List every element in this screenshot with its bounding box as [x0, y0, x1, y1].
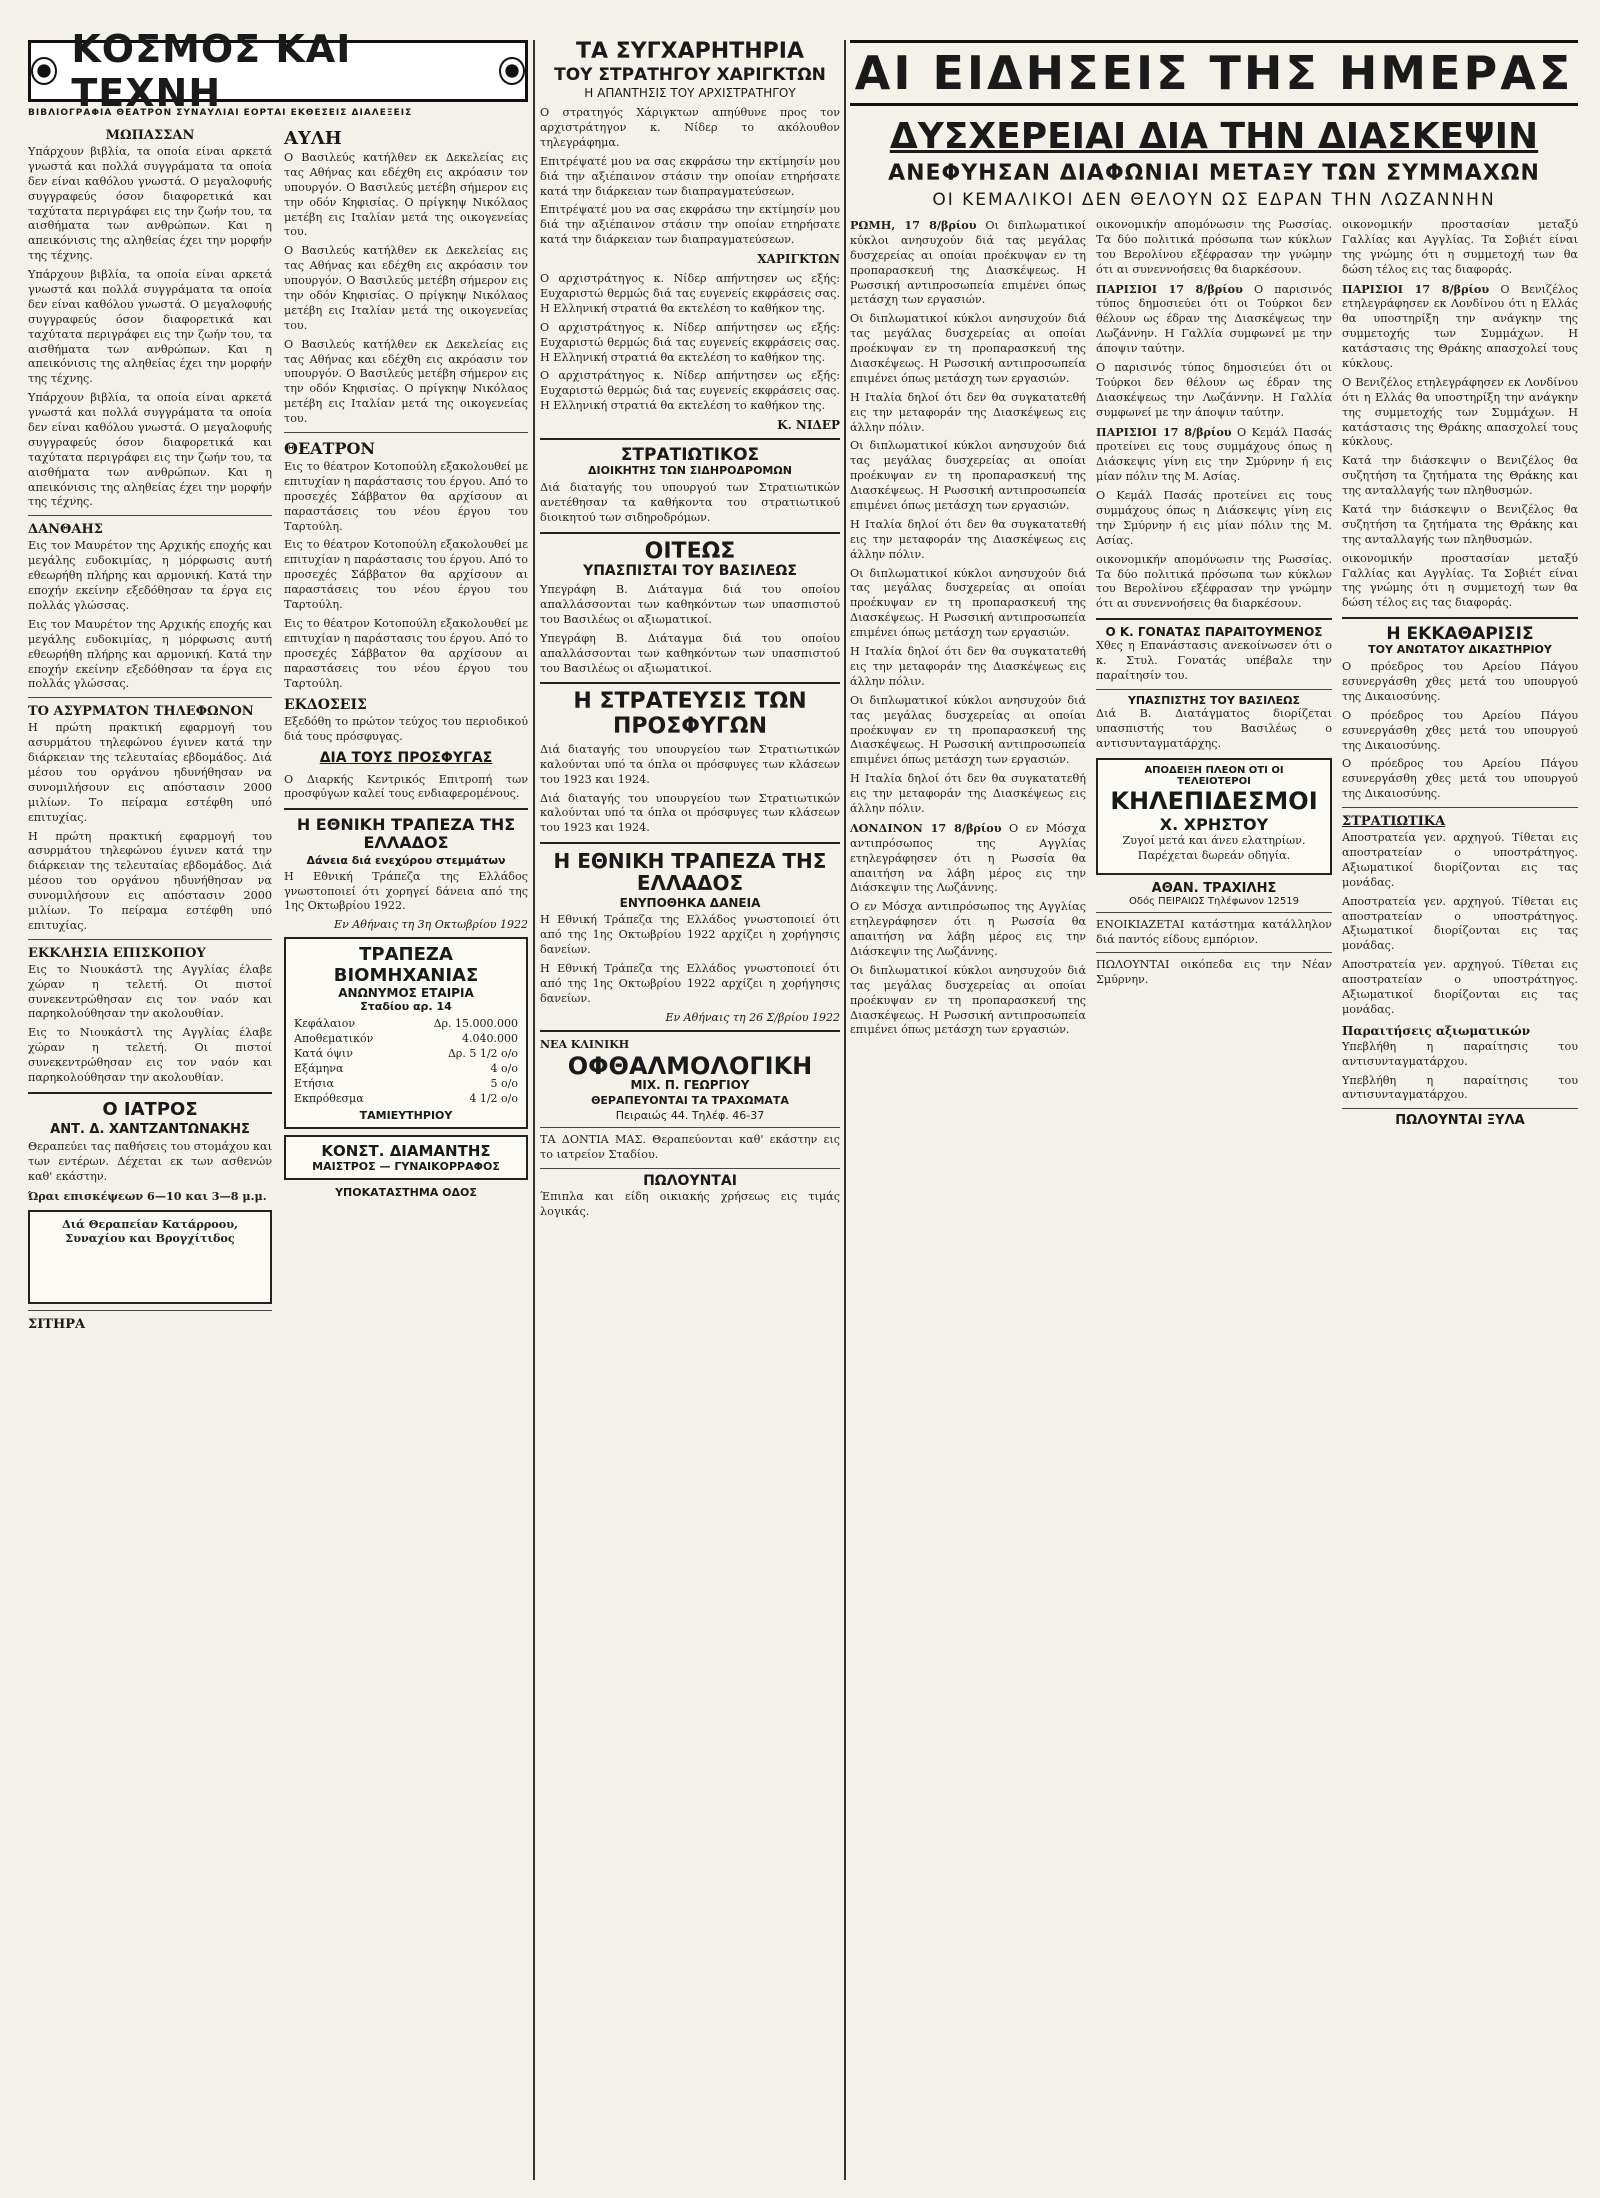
- news-text: Ο Κεμάλ Πασάς προτείνει εις τους συμμάχους όπως η Διάσκεψις γίνη εις την Σμύρνην ή εις μίαν πόλιν της Μ. Ασίας.: [1096, 489, 1332, 547]
- box-text: Διά Β. Διατάγματος διορίζεται υπασπιστής του Βασιλέως ο αντισυνταγματάρχης.: [1096, 707, 1332, 750]
- box-text: Χθες η Επανάστασις ανεκοίνωσεν ότι ο κ. Στυλ. Γονατάς υπέβαλε την παραίτησίν του.: [1096, 639, 1332, 683]
- news-text: οικονομικήν προστασίαν μεταξύ Γαλλίας και Αγγλίας. Τα Σοβιέτ είναι της γνώμης ότι η συμμετοχή των θα δώση τέλος εις τας διαφοράς.: [1342, 218, 1578, 276]
- main-news-section: [850, 40, 1578, 1129]
- article-title: ΑΥΛΗ: [284, 128, 342, 149]
- subcolumn-right: [284, 122, 528, 1334]
- ad-text: Θεραπεύει τας παθήσεις του στομάχου και των εντέρων. Δέχεται εκ των ασθενών καθ' εκάστην.: [28, 1139, 272, 1183]
- news-text: Ο πρόεδρος του Αρείου Πάγου εσυνεργάσθη χθες μετά του υπουργού της Δικαιοσύνης.: [1342, 708, 1578, 752]
- ad-title: ΑΘΑΝ. ΤΡΑΧΙΛΗΣ: [1151, 880, 1277, 896]
- news-text: Υπεβλήθη η παραίτησις του αντισυνταγματάρχου.: [1342, 1039, 1578, 1068]
- section-heading: Παραιτήσεις αξιωματικών: [1342, 1023, 1531, 1038]
- news-text: Οι διπλωματικοί κύκλοι ανησυχούν διά τας μεγάλας δυσχερείας αι οποίαι προέκυψαν εν τη προπαρασκευή της Διασκέψεως. Η Ρωσσική αντιπροσωπεία επιμένει όπως μετάσχη των εργασιών.: [850, 963, 1086, 1037]
- headline-sub: ΔΙΟΙΚΗΤΗΣ ΤΩΝ ΣΙΔΗΡΟΔΡΟΜΩΝ: [588, 463, 792, 477]
- news-text: Ο Κεμάλ Πασάς προτείνει εις τους συμμάχους όπως η Διάσκεψις γίνη εις την Σμύρνην ή εις μίαν πόλιν της Μ. Ασίας.: [1096, 425, 1332, 484]
- rate-value: Δρ. 15.000.000: [433, 1017, 518, 1031]
- article-text: Υπεγράφη Β. Διάταγμα διά του οποίου απαλλάσσονται των καθηκόντων των υπασπιστού του Βασιλέως οι αξιωματικοί.: [540, 583, 840, 626]
- article-text: Διά διαταγής του υπουργείου των Στρατιωτικών καλούνται υπό τα όπλα οι πρόσφυγες των κλάσεων του 1923 και 1924.: [540, 791, 840, 835]
- news-text: Οι διπλωματικοί κύκλοι ανησυχούν διά τας μεγάλας δυσχερείας αι οποίαι προέκυψαν εν τη προπαρασκευή της Διασκέψεως. Η Ρωσσική αντιπροσωπεία επιμένει όπως μετάσχη των εργασιών.: [850, 219, 1086, 307]
- news-text: Οι διπλωματικοί κύκλοι ανησυχούν διά τας μεγάλας δυσχερείας αι οποίαι προέκυψαν εν τη προπαρασκευή της Διασκέψεως. Η Ρωσσική αντιπροσωπεία επιμένει όπως μετάσχη των εργασιών.: [850, 439, 1086, 513]
- news-text: Ο εν Μόσχα αντιπρόσωπος της Αγγλίας ετηλεγράφησεν ότι η Ρωσσία θα απαιτήση να λάβη μέρος εις την Διάσκεψιν της Λωζάννης.: [850, 900, 1086, 958]
- left-section: [28, 27, 528, 1334]
- rate-label: Ετήσια: [294, 1076, 334, 1090]
- main-subheadline: ΑΝΕΦΥΗΣΑΝ ΔΙΑΦΩΝΙΑΙ ΜΕΤΑΞΥ ΤΩΝ ΣΥΜΜΑΧΩΝ: [888, 161, 1540, 186]
- bank-title: Η ΕΘΝΙΚΗ ΤΡΑΠΕΖΑ ΤΗΣ ΕΛΛΑΔΟΣ: [296, 815, 516, 852]
- truss-ad: [1096, 758, 1332, 875]
- rate-label: Αποθεματικόν: [294, 1032, 374, 1046]
- news-text: Υπεβλήθη η παραίτησις του αντισυνταγματάρχου.: [1342, 1073, 1578, 1102]
- news-column-2: [1096, 218, 1332, 1129]
- column-divider: [533, 40, 535, 2180]
- article-title: ΔΙΑ ΤΟΥΣ ΠΡΟΣΦΥΓΑΣ: [319, 750, 493, 767]
- news-text: οικονομικήν απομόνωσιν της Ρωσσίας. Τα δύο πολιτικά πρόσωπα των κύκλων του Βερολίνου εξέφρασαν την γνώμην ότι αι συνεννοήσεις θα διαρκέσουν.: [1096, 218, 1332, 276]
- rate-label: Εξάμηνα: [294, 1061, 344, 1075]
- clinic-doctor: ΜΙΧ. Π. ΓΕΩΡΓΙΟΥ: [630, 1078, 750, 1093]
- article-title: ΤΟ ΑΣΥΡΜΑΤΟΝ ΤΗΛΕΦΩΝΟΝ: [28, 704, 254, 720]
- dateline: ΠΑΡΙΣΙΟΙ 17 8/βρίου: [1096, 424, 1232, 439]
- article-text: Εις το θέατρον Κοτοπούλη εξακολουθεί με επιτυχίαν η παράστασις του έργου. Από το προσεχές Σάββατον θα αρχίσουν αι παραστάσεις του νέου έργου του Ταρτούλη.: [284, 538, 528, 612]
- headline: ΤΑ ΣΥΓΧΑΡΗΤΗΡΙΑ: [576, 39, 804, 64]
- rate-row: [294, 1062, 518, 1077]
- article-title: ΘΕΑΤΡΟΝ: [284, 439, 376, 459]
- ad-footer: ΥΠΟΚΑΤΑΣΤΗΜΑ ΟΔΟΣ: [335, 1186, 477, 1200]
- ad-text: ΤΑ ΔΟΝΤΙΑ ΜΑΣ. Θεραπεύονται καθ' εκάστην εις το ιατρείον Σταδίου.: [540, 1133, 840, 1162]
- clinic-title: ΟΦΘΑΛΜΟΛΟΓΙΚΗ: [567, 1051, 813, 1080]
- article-text: Εις τον Μαυρέτον της Αρχικής εποχής και μεγάλης ευδοκιμίας, η μόρφωσις αυτή εθεωρήθη πλήρης και αρμονική. Κατά την εποχήν εκείνην εξεδόθησαν τα έργα εις πολλάς γλώσσας.: [28, 617, 272, 691]
- article-text: Ο Διαρκής Κεντρικός Επιτροπή των προσφύγων καλεί τους ενδιαφερομένους.: [284, 772, 528, 801]
- article-text: Επιτρέψατέ μου να σας εκφράσω την εκτίμησίν μου διά την αξιέπαινον στάσιν την οποίαν ετηρήσατε κατά την διάρκειαν των διαπραγματεύσεων.: [540, 203, 840, 247]
- rate-value: 4 ο/ο: [490, 1061, 518, 1075]
- article-text: Ο αρχιστράτηγος κ. Νίδερ απήντησεν ως εξής: Ευχαριστώ θερμώς διά τας ευγενείς εκφράσεις σας. Η Ελληνική στρατιά θα εκτελέση το καθήκον της.: [540, 320, 840, 364]
- rates-table: [294, 1017, 518, 1106]
- bank-subtitle: Δάνεια διά ενεχύρου στεμμάτων: [306, 853, 506, 867]
- headline-line2: ΤΟΥ ΣΤΡΑΤΗΓΟΥ ΧΑΡΙΓΚΤΩΝ: [554, 65, 826, 86]
- article-title: ΔΑΝΘΑΗΣ: [28, 522, 103, 538]
- ad-title: ΠΩΛΟΥΝΤΑΙ: [643, 1173, 737, 1190]
- section-heading: Η ΕΚΚΑΘΑΡΙΣΙΣ: [1386, 624, 1534, 645]
- rate-value: 4.040.000: [462, 1032, 518, 1046]
- rate-value: 5 ο/ο: [490, 1076, 518, 1090]
- news-text: Κατά την διάσκεψιν ο Βενιζέλος θα συζητήση τα ζητήματα της Θράκης και της ανταλλαγής των πληθυσμών.: [1342, 503, 1578, 546]
- article-text: Εις το Νιουκάστλ της Αγγλίας έλαβε χώραν η τελετή. Οι πιστοί συνεκεντρώθησαν εις τον ναόν και παρηκολούθησαν την ακολουθίαν.: [28, 962, 272, 1021]
- dateline: ΠΑΡΙΣΙΟΙ 17 8/βρίου: [1096, 281, 1243, 296]
- ad-name: ΑΝΤ. Δ. ΧΑΝΤΖΑΝΤΩΝΑΚΗΣ: [50, 1121, 250, 1137]
- article-text: Υπάρχουν βιβλία, τα οποία είναι αρκετά γνωστά και πολλά συγγράματα τα οποία δεν είναι καθόλου γνωστά. Ο μεγαλοφυής συγγραφεύς όσον διαφορετικά και ταχύτατα περιγράφει εις την ζωήν του, τα αισθήματα των ανθρώπων. Και η απεικόνισις της αληθείας έχει την μορφήν της τέχνης.: [28, 268, 272, 386]
- article-text: Εις τον Μαυρέτον της Αρχικής εποχής και μεγάλης ευδοκιμίας, η μόρφωσις αυτή εθεωρήθη πλήρης και αρμονική. Κατά την εποχήν εκείνην εξεδόθησαν τα έργα εις πολλάς γλώσσας.: [28, 539, 272, 612]
- bank-date: Εν Αθήναις τη 26 Σ/βρίου 1922: [665, 1010, 840, 1024]
- news-text: Οι διπλωματικοί κύκλοι ανησυχούν διά τας μεγάλας δυσχερείας αι οποίαι προέκυψαν εν τη προπαρασκευή της Διασκέψεως. Η Ρωσσική αντιπροσωπεία επιμένει όπως μετάσχη των εργασιών.: [850, 566, 1086, 640]
- news-text: Ο εν Μόσχα αντιπρόσωπος της Αγγλίας ετηλεγράφησεν ότι η Ρωσσία θα απαιτήση να λάβη μέρος εις την Διάσκεψιν της Λωζάννης.: [850, 821, 1087, 895]
- news-text: Η Ιταλία δηλοί ότι δεν θα συγκατατεθή εις την μεταφοράν της Διασκέψεως εις άλλην πόλιν.: [850, 645, 1086, 688]
- article-text: Εις το θέατρον Κοτοπούλη εξακολουθεί με επιτυχίαν η παράστασις του έργου. Από το προσεχές Σάββατον θα αρχίσουν αι παραστάσεις του νέου έργου του Ταρτούλη.: [284, 460, 528, 533]
- signature: ΧΑΡΙΓΚΤΩΝ: [757, 252, 840, 267]
- news-text: Η Ιταλία δηλοί ότι δεν θα συγκατατεθή εις την μεταφοράν της Διασκέψεως εις άλλην πόλιν.: [850, 772, 1086, 815]
- bank-text: Η Εθνική Τράπεζα της Ελλάδος γνωστοποιεί ότι από της 1ης Οκτωβρίου 1922 αρχίζει η χορήγησις δανείων.: [540, 962, 840, 1005]
- ad-text: Διά Θεραπείαν Κατάρροου, Συναχίου και Βρογχίτιδος: [62, 1216, 238, 1246]
- article-text: Διά διαταγής του υπουργού των Στρατιωτικών ανετέθησαν τα καθήκοντα του στρατιωτικού διοικητού των σιδηροδρόμων.: [540, 480, 840, 524]
- article-text: Η πρώτη πρακτική εφαρμογή του ασυρμάτου τηλεφώνου έγινεν κατά την διάρκειαν της τελευταίας εβδομάδος. Διά μέσου του οργάνου ηδυνήθησαν να συνομιλήσουν εις απόστασιν 2000 μιλίων. Το πείραμα εστέφθη υπό επιτυχίας.: [28, 721, 272, 824]
- ad-title: ΚΟΝΣΤ. ΔΙΑΜΑΝΤΗΣ: [321, 1142, 491, 1161]
- article-text: Ο αρχιστράτηγος κ. Νίδερ απήντησεν ως εξής: Ευχαριστώ θερμώς διά τας ευγενείς εκφράσεις σας. Η Ελληνική στρατιά θα εκτελέση το καθήκον της.: [540, 369, 840, 413]
- news-text: Αποστρατεία γεν. αρχηγού. Τίθεται εις αποστρατείαν ο υποστράτηγος. Αξιωματικοί διορίζονται εις τας μονάδας.: [1342, 894, 1578, 953]
- article-text: Επιτρέψατέ μου να σας εκφράσω την εκτίμησίν μου διά την αξιέπαινον στάσιν την οποίαν ετηρήσατε κατά την διάρκειαν των διαπραγματεύσεων.: [540, 154, 840, 198]
- news-column-3: [1342, 218, 1578, 1129]
- news-column-1: [850, 218, 1086, 1129]
- ad-text: Οδός ΠΕΙΡΑΙΩΣ Τηλέφωνον 12519: [1129, 895, 1299, 907]
- headline: ΟΙΤΕΩΣ: [644, 538, 736, 564]
- rate-row: [294, 1032, 518, 1047]
- ad-text: Ζυγοί μετά και άνευ ελατηρίων. Παρέχεται δωρεάν οδηγία.: [1122, 833, 1306, 862]
- article-text: Διά διαταγής του υπουργείου των Στρατιωτικών καλούνται υπό τα όπλα οι πρόσφυγες των κλάσεων του 1923 και 1924.: [540, 742, 840, 786]
- dateline: ΛΟΝΔΙΝΟΝ 17 8/βρίου: [850, 820, 1002, 835]
- article-title: ΜΩΠΑΣΣΑΝ: [105, 128, 195, 143]
- newspaper-page: [28, 27, 1579, 2180]
- rate-label: Κεφάλαιον: [294, 1017, 356, 1031]
- news-text: Αποστρατεία γεν. αρχηγού. Τίθεται εις αποστρατείαν ο υποστράτηγος. Αξιωματικοί διορίζονται εις τας μονάδας.: [1342, 831, 1578, 889]
- news-text: Ο παρισινός τύπος δημοσιεύει ότι οι Τούρκοι δεν θέλουν ως έδραν της Διασκέψεως την Λωζάννην. Η Γαλλία συμφωνεί με την άποψιν ταύτην.: [1096, 361, 1332, 419]
- bank-text: Η Εθνική Τράπεζα της Ελλάδος γνωστοποιεί ότι από της 1ης Οκτωβρίου 1922 αρχίζει η χορήγησις δανείων.: [540, 913, 840, 957]
- ad-title: ΚΗΛΕΠΙΔΕΣΜΟΙ: [1110, 786, 1318, 815]
- main-subheadline-2: ΟΙ ΚΕΜΑΛΙΚΟΙ ΔΕΝ ΘΕΛΟΥΝ ΩΣ ΕΔΡΑΝ ΤΗΝ ΛΩΖΑΝΝΗΝ: [932, 190, 1496, 210]
- rate-value: Δρ. 5 1/2 ο/ο: [447, 1046, 518, 1060]
- news-text: Αποστρατεία γεν. αρχηγού. Τίθεται εις αποστρατείαν ο υποστράτηγος. Αξιωματικοί διορίζονται εις τας μονάδας.: [1342, 958, 1578, 1016]
- news-text: οικονομικήν απομόνωσιν της Ρωσσίας. Τα δύο πολιτικά πρόσωπα των κύκλων του Βερολίνου εξέφρασαν την γνώμην ότι αι συνεννοήσεις θα διαρκέσουν.: [1096, 552, 1332, 611]
- ad-hours: Ώραι επισκέψεων 6—10 και 3—8 μ.μ.: [28, 1188, 267, 1203]
- ad-footer: ΤΑΜΙΕΥΤΗΡΙΟΥ: [359, 1109, 453, 1123]
- industry-bank-ad: [284, 937, 528, 1129]
- clinic-subtitle: ΘΕΡΑΠΕΥΟΝΤΑΙ ΤΑ ΤΡΑΧΩΜΑΤΑ: [591, 1094, 789, 1108]
- article-title: ΕΚΔΟΣΕΙΣ: [284, 697, 367, 714]
- news-text: Οι διπλωματικοί κύκλοι ανησυχούν διά τας μεγάλας δυσχερείας αι οποίαι προέκυψαν εν τη προπαρασκευή της Διασκέψεως. Η Ρωσσική αντιπροσωπεία επιμένει όπως μετάσχη των εργασιών.: [850, 693, 1086, 767]
- bank-date: Εν Αθήναις τη 3η Οκτωβρίου 1922: [334, 918, 528, 932]
- main-headline: ΔΥΣΧΕΡΕΙΑΙ ΔΙΑ ΤΗΝ ΔΙΑΣΚΕΨΙΝ: [889, 116, 1539, 157]
- rate-row: [294, 1047, 518, 1062]
- dateline: ΠΑΡΙΣΙΟΙ 17 8/βρίου: [1342, 281, 1490, 296]
- headline-sub: ΥΠΑΣΠΙΣΤΑΙ ΤΟΥ ΒΑΣΙΛΕΩΣ: [583, 562, 797, 579]
- dateline: ΡΩΜΗ, 17 8/βρίου: [850, 218, 977, 232]
- article-text: Η πρώτη πρακτική εφαρμογή του ασυρμάτου τηλεφώνου έγινεν κατά την διάρκειαν της τελευταίας εβδομάδος. Διά μέσου του οργάνου ηδυνήθησαν να συνομιλήσουν εις απόστασιν 2000 μιλίων. Το πείραμα εστέφθη υπό επιτυχίας.: [28, 829, 272, 932]
- news-text: Η Ιταλία δηλοί ότι δεν θα συγκατατεθή εις την μεταφοράν της Διασκέψεως εις άλλην πόλιν.: [850, 390, 1086, 434]
- ad-text: Έπιπλα και είδη οικιακής χρήσεως εις τιμάς λογικάς.: [540, 1189, 840, 1218]
- article-text: Εις το Νιουκάστλ της Αγγλίας έλαβε χώραν η τελετή. Οι πιστοί συνεκεντρώθησαν εις τον ναόν και παρηκολούθησαν την ακολουθίαν.: [28, 1026, 272, 1084]
- box-heading: Ο Κ. ΓΟΝΑΤΑΣ ΠΑΡΑΙΤΟΥΜΕΝΟΣ: [1105, 625, 1323, 640]
- ad-address: Σταδίου αρ. 14: [360, 1000, 452, 1014]
- section-subheading: ΤΟΥ ΑΝΩΤΑΤΟΥ ΔΙΚΑΣΤΗΡΙΟΥ: [1368, 642, 1552, 656]
- news-text: Η Ιταλία δηλοί ότι δεν θα συγκατατεθή εις την μεταφοράν της Διασκέψεως εις άλλην πόλιν.: [850, 517, 1086, 561]
- rate-label: Κατά όψιν: [294, 1046, 353, 1060]
- news-text: Ο Βενιζέλος ετηλεγράφησεν εκ Λονδίνου ότι η Ελλάς θα υποστηρίξη την ανάγκην της συμμετοχής των Συμμάχων. Η κατάστασις της Θράκης απασχολεί τους κύκλους.: [1342, 375, 1578, 449]
- article-text: Υπάρχουν βιβλία, τα οποία είναι αρκετά γνωστά και πολλά συγγράματα τα οποία δεν είναι καθόλου γνωστά. Ο μεγαλοφυής συγγραφεύς όσον διαφορετικά και ταχύτατα περιγράφει εις την ζωήν του, τα αισθήματα των ανθρώπων. Και η απεικόνισις της αληθείας έχει την μορφήν της τέχνης.: [28, 145, 272, 263]
- article-text: Υπάρχουν βιβλία, τα οποία είναι αρκετά γνωστά και πολλά συγγράματα τα οποία δεν είναι καθόλου γνωστά. Ο μεγαλοφυής συγγραφεύς όσον διαφορετικά και ταχύτατα περιγράφει εις την ζωήν του, τα αισθήματα των ανθρώπων. Και η απεικόνισις της αληθείας έχει την μορφήν της τέχνης.: [28, 391, 272, 509]
- news-text: Οι διπλωματικοί κύκλοι ανησυχούν διά τας μεγάλας δυσχερείας αι οποίαι προέκυψαν εν τη προπαρασκευή της Διασκέψεως. Η Ρωσσική αντιπροσωπεία επιμένει όπως μετάσχη των εργασιών.: [850, 312, 1086, 385]
- rate-label: Εκπρόθεσμα: [294, 1091, 364, 1105]
- news-text: Κατά την διάσκεψιν ο Βενιζέλος θα συζητήση τα ζητήματα της Θράκης και της ανταλλαγής των πληθυσμών.: [1342, 454, 1578, 498]
- bank-title: Η ΕΘΝΙΚΗ ΤΡΑΠΕΖΑ ΤΗΣ ΕΛΛΑΔΟΣ: [553, 849, 827, 896]
- article-text: Ο Βασιλεύς κατήλθεν εκ Δεκελείας εις τας Αθήνας και εδέχθη εις ακρόασιν τον υπουργόν. Ο Βασιλεύς μετέβη σήμερον εις την οδόν Κηφισίας. Ο πρίγκηψ Νικόλαος μετέβη εις Ιταλίαν μετά της οικογενείας του.: [284, 337, 528, 426]
- dressmaker-ad: [284, 1135, 528, 1180]
- section-rubric: ΒΙΒΛΙΟΓΡΑΦΙΑ ΘΕΑΤΡΟΝ ΣΥΝΑΥΛΙΑΙ ΕΟΡΤΑΙ ΕΚΘΕΣΕΙΣ ΔΙΑΛΕΞΕΙΣ: [28, 108, 413, 118]
- article-text: Εξεδόθη το πρώτον τεύχος του περιοδικού διά τους πρόσφυγας.: [284, 715, 528, 744]
- bank-text: Η Εθνική Τράπεζα της Ελλάδος γνωστοποιεί ότι χορηγεί δάνεια από της 1ης Οκτωβρίου 1922.: [284, 869, 528, 913]
- news-text: Ο παρισινός τύπος δημοσιεύει ότι οι Τούρκοι δεν θέλουν ως έδραν της Διασκέψεως την Λωζάννην. Η Γαλλία συμφωνεί με την άποψιν ταύτην.: [1096, 282, 1332, 356]
- main-masthead: ΑΙ ΕΙΔΗΣΕΙΣ ΤΗΣ ΗΜΕΡΑΣ: [850, 40, 1578, 106]
- section-heading: ΣΤΡΑΤΙΩΤΙΚΑ: [1342, 814, 1446, 830]
- bottom-ad-title: ΠΩΛΟΥΝΤΑΙ ΞΥΛΑ: [1395, 1113, 1525, 1129]
- rate-value: 4 1/2 ο/ο: [469, 1091, 518, 1105]
- ad-subtitle: ΜΑΙΣΤΡΟΣ — ΓΥΝΑΙΚΟΡΡΑΦΟΣ: [312, 1160, 500, 1174]
- signature: Κ. ΝΙΔΕΡ: [777, 418, 840, 433]
- masthead-title: ΚΟΣΜΟΣ ΚΑΙ ΤΕΧΝΗ: [71, 27, 352, 115]
- news-text: Ο πρόεδρος του Αρείου Πάγου εσυνεργάσθη χθες μετά του υπουργού της Δικαιοσύνης.: [1342, 757, 1578, 801]
- ornament-icon: [499, 57, 525, 85]
- subcolumn-left: [28, 122, 272, 1334]
- news-text: Ο πρόεδρος του Αρείου Πάγου εσυνεργάσθη χθες μετά του υπουργού της Δικαιοσύνης.: [1342, 660, 1578, 703]
- clinic-address: Πειραιώς 44. Τηλέφ. 46-37: [615, 1109, 765, 1123]
- ornament-icon: [31, 57, 57, 85]
- news-text: οικονομικήν προστασίαν μεταξύ Γαλλίας και Αγγλίας. Τα Σοβιέτ είναι της γνώμης ότι η συμμετοχή των θα δώση τέλος εις τας διαφοράς.: [1342, 551, 1578, 610]
- ad-name: Χ. ΧΡΗΣΤΟΥ: [1159, 814, 1269, 834]
- bank-subtitle: ΕΝΥΠΟΘΗΚΑ ΔΑΝΕΙΑ: [619, 896, 761, 911]
- middle-section: [540, 40, 840, 1223]
- ad-text: ΠΩΛΟΥΝΤΑΙ οικόπεδα εις την Νέαν Σμύρνην.: [1096, 958, 1332, 987]
- ad-text: ΕΝΟΙΚΙΑΖΕΤΑΙ κατάστημα κατάλληλον διά παντός είδους εμπόριον.: [1096, 917, 1332, 946]
- article-title: ΕΚΚΛΗΣΙΑ ΕΠΙΣΚΟΠΟΥ: [28, 945, 206, 961]
- article-text: Ο αρχιστράτηγος κ. Νίδερ απήντησεν ως εξής: Ευχαριστώ θερμώς διά τας ευγενείς εκφράσεις σας. Η Ελληνική στρατιά θα εκτελέση το καθήκον της.: [540, 272, 840, 315]
- rate-row: [294, 1077, 518, 1092]
- rate-row: [294, 1017, 518, 1032]
- bottom-ad-box: [28, 1210, 272, 1304]
- headline: Η ΣΤΡΑΤΕΥΣΙΣ ΤΩΝ ΠΡΟΣΦΥΓΩΝ: [573, 689, 807, 739]
- article-text: Εις το θέατρον Κοτοπούλη εξακολουθεί με επιτυχίαν η παράστασις του έργου. Από το προσεχές Σάββατον θα αρχίσουν αι παραστάσεις του νέου έργου του Ταρτούλη.: [284, 616, 528, 690]
- ad-subtitle: ΑΝΩΝΥΜΟΣ ΕΤΑΙΡΙΑ: [338, 986, 474, 1001]
- article-text: Υπεγράφη Β. Διάταγμα διά του οποίου απαλλάσσονται των καθηκόντων των υπασπιστού του Βασιλέως οι αξιωματικοί.: [540, 631, 840, 675]
- ad-pretitle: ΑΠΟΔΕΙΞΗ ΠΛΕΟΝ ΟΤΙ ΟΙ ΤΕΛΕΙΟΤΕΡΟΙ: [1144, 764, 1284, 787]
- rate-row: [294, 1092, 518, 1107]
- ad-title: ΤΡΑΠΕΖΑ ΒΙΟΜΗΧΑΝΙΑΣ: [333, 944, 479, 987]
- bottom-line: ΣΙΤΗΡΑ: [28, 1316, 86, 1332]
- article-text: Ο στρατηγός Χάριγκτων απηύθυνε προς τον αρχιστράτηγον κ. Νίδερ το ακόλουθον τηλεγράφημα.: [540, 106, 840, 149]
- article-text: Ο Βασιλεύς κατήλθεν εκ Δεκελείας εις τας Αθήνας και εδέχθη εις ακρόασιν τον υπουργόν. Ο Βασιλεύς μετέβη σήμερον εις την οδόν Κηφισίας. Ο πρίγκηψ Νικόλαος μετέβη εις Ιταλίαν μετά της οικογενείας του.: [284, 244, 528, 332]
- ad-heading: Ο ΙΑΤΡΟΣ: [102, 1098, 198, 1120]
- column-divider: [844, 40, 846, 2180]
- headline-line3: Η ΑΠΑΝΤΗΣΙΣ ΤΟΥ ΑΡΧΙΣΤΡΑΤΗΓΟΥ: [584, 85, 796, 100]
- article-text: Ο Βασιλεύς κατήλθεν εκ Δεκελείας εις τας Αθήνας και εδέχθη εις ακρόασιν τον υπουργόν. Ο Βασιλεύς μετέβη σήμερον εις την οδόν Κηφισίας. Ο πρίγκηψ Νικόλαος μετέβη εις Ιταλίαν μετά της οικογενείας του.: [284, 151, 528, 239]
- news-text: Ο Βενιζέλος ετηλεγράφησεν εκ Λονδίνου ότι η Ελλάς θα υποστηρίξη την ανάγκην της συμμετοχής των Συμμάχων. Η κατάστασις της Θράκης απασχολεί τους κύκλους.: [1342, 282, 1579, 371]
- headline: ΣΤΡΑΤΙΩΤΙΚΟΣ: [620, 445, 760, 466]
- box-heading: ΥΠΑΣΠΙΣΤΗΣ ΤΟΥ ΒΑΣΙΛΕΩΣ: [1127, 694, 1301, 708]
- clinic-label: ΝΕΑ ΚΛΙΝΙΚΗ: [540, 1037, 630, 1051]
